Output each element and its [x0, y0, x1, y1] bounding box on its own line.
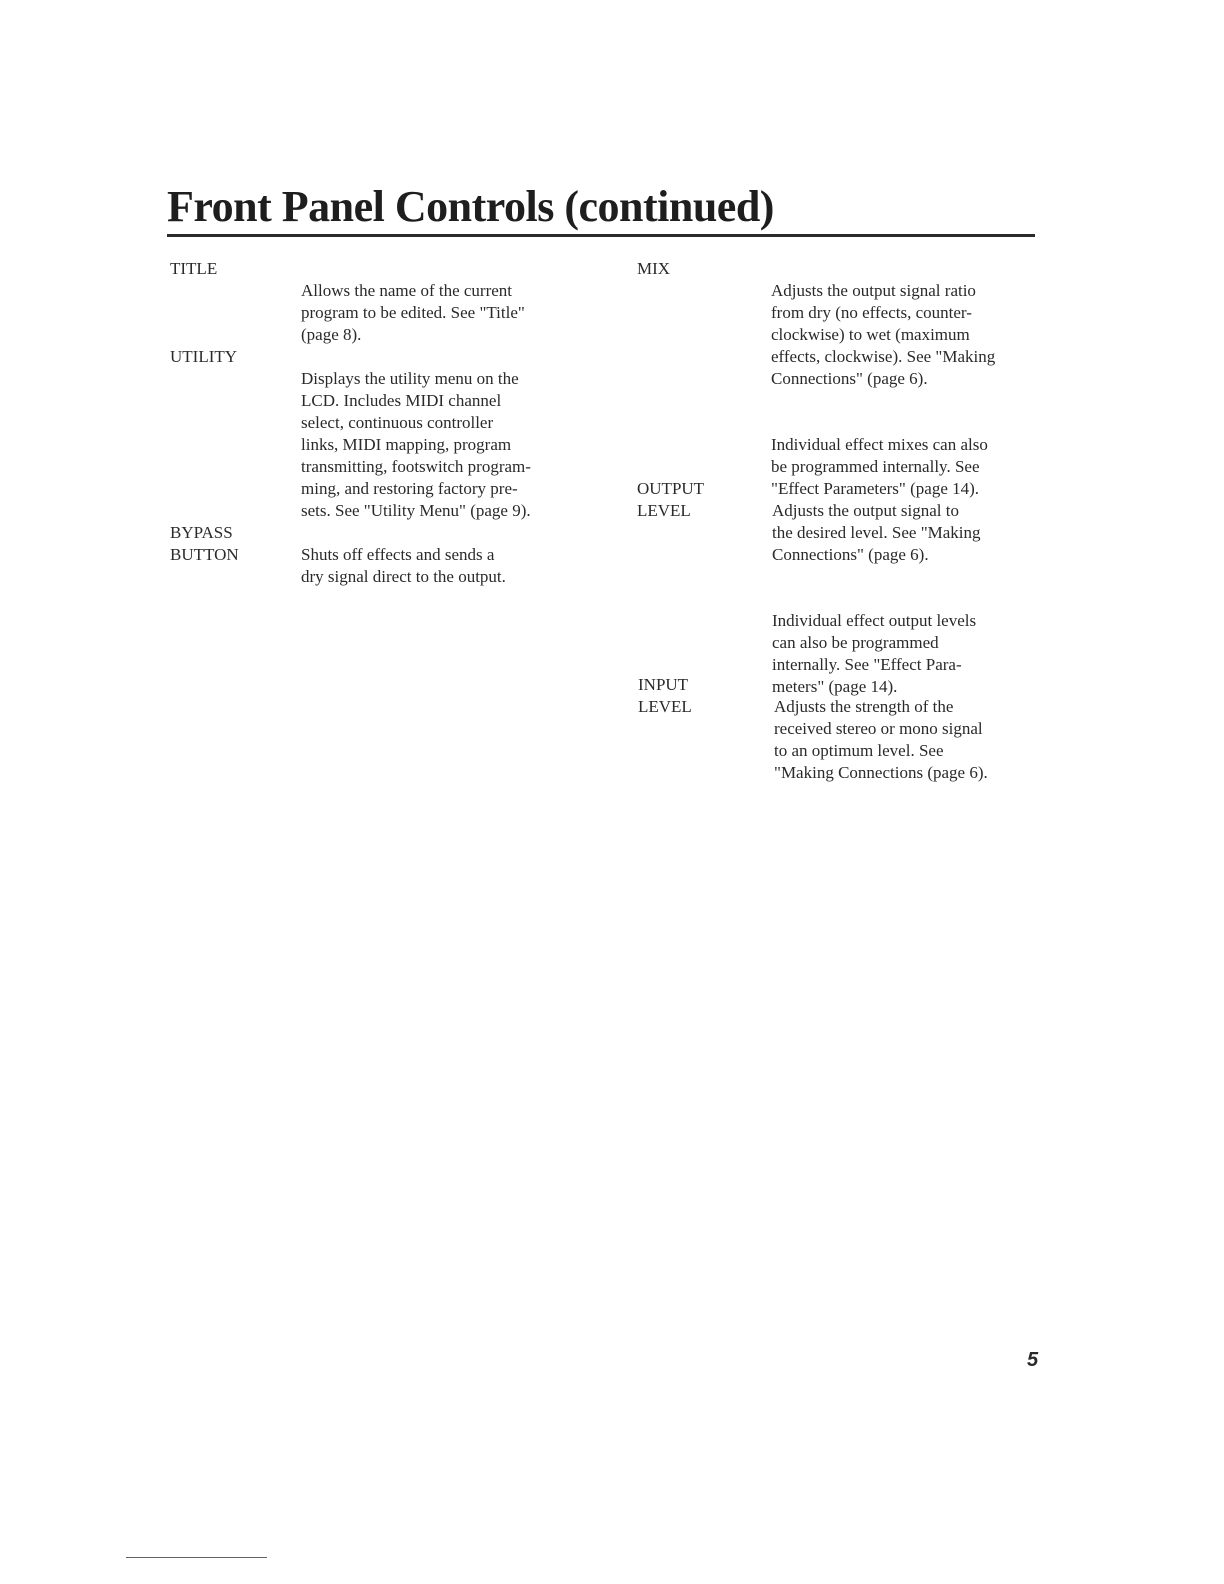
control-label: INPUT LEVEL [638, 675, 692, 716]
description-paragraph: Adjusts the output signal ratio from dry (no effects, counter- clockwise) to wet (maximum effects, clockwise). See "Making Connections" (page 6). [771, 281, 996, 388]
control-label: BYPASS BUTTON [170, 523, 239, 564]
page-number: 5 [1027, 1349, 1039, 1371]
control-label: MIX [637, 259, 671, 278]
description-paragraph: Displays the utility menu on the LCD. Includes MIDI channel select, continuous controller links, MIDI mapping, program transmitting, footswitch program- ming, and restoring factory pre- sets. See "Utility Menu" (page 9). [301, 369, 531, 520]
title-rule [167, 234, 1035, 237]
control-description [301, 522, 591, 610]
control-label: OUTPUT LEVEL [637, 479, 705, 520]
footer-rule [126, 1557, 267, 1558]
description-paragraph: Individual effect mixes can also be programmed internally. See "Effect Parameters" (page 14). [771, 435, 988, 498]
description-paragraph: Individual effect output levels can also be programmed internally. See "Effect Para- meters" (page 14). [772, 611, 977, 696]
description-paragraph: Adjusts the strength of the received stereo or mono signal to an optimum level. See "Making Connections (page 6). [774, 697, 988, 782]
control-label: TITLE [170, 259, 218, 278]
control-description [774, 674, 1039, 806]
description-paragraph: Shuts off effects and sends a dry signal direct to the output. [301, 545, 506, 586]
page-title: Front Panel Controls (continued) [167, 182, 774, 231]
description-paragraph: Allows the name of the current program to be edited. See "Title" (page 8). [301, 281, 525, 344]
control-description [301, 346, 591, 544]
description-paragraph: Adjusts the output signal to the desired level. See "Making Connections" (page 6). [772, 501, 981, 564]
control-label: UTILITY [170, 347, 238, 366]
